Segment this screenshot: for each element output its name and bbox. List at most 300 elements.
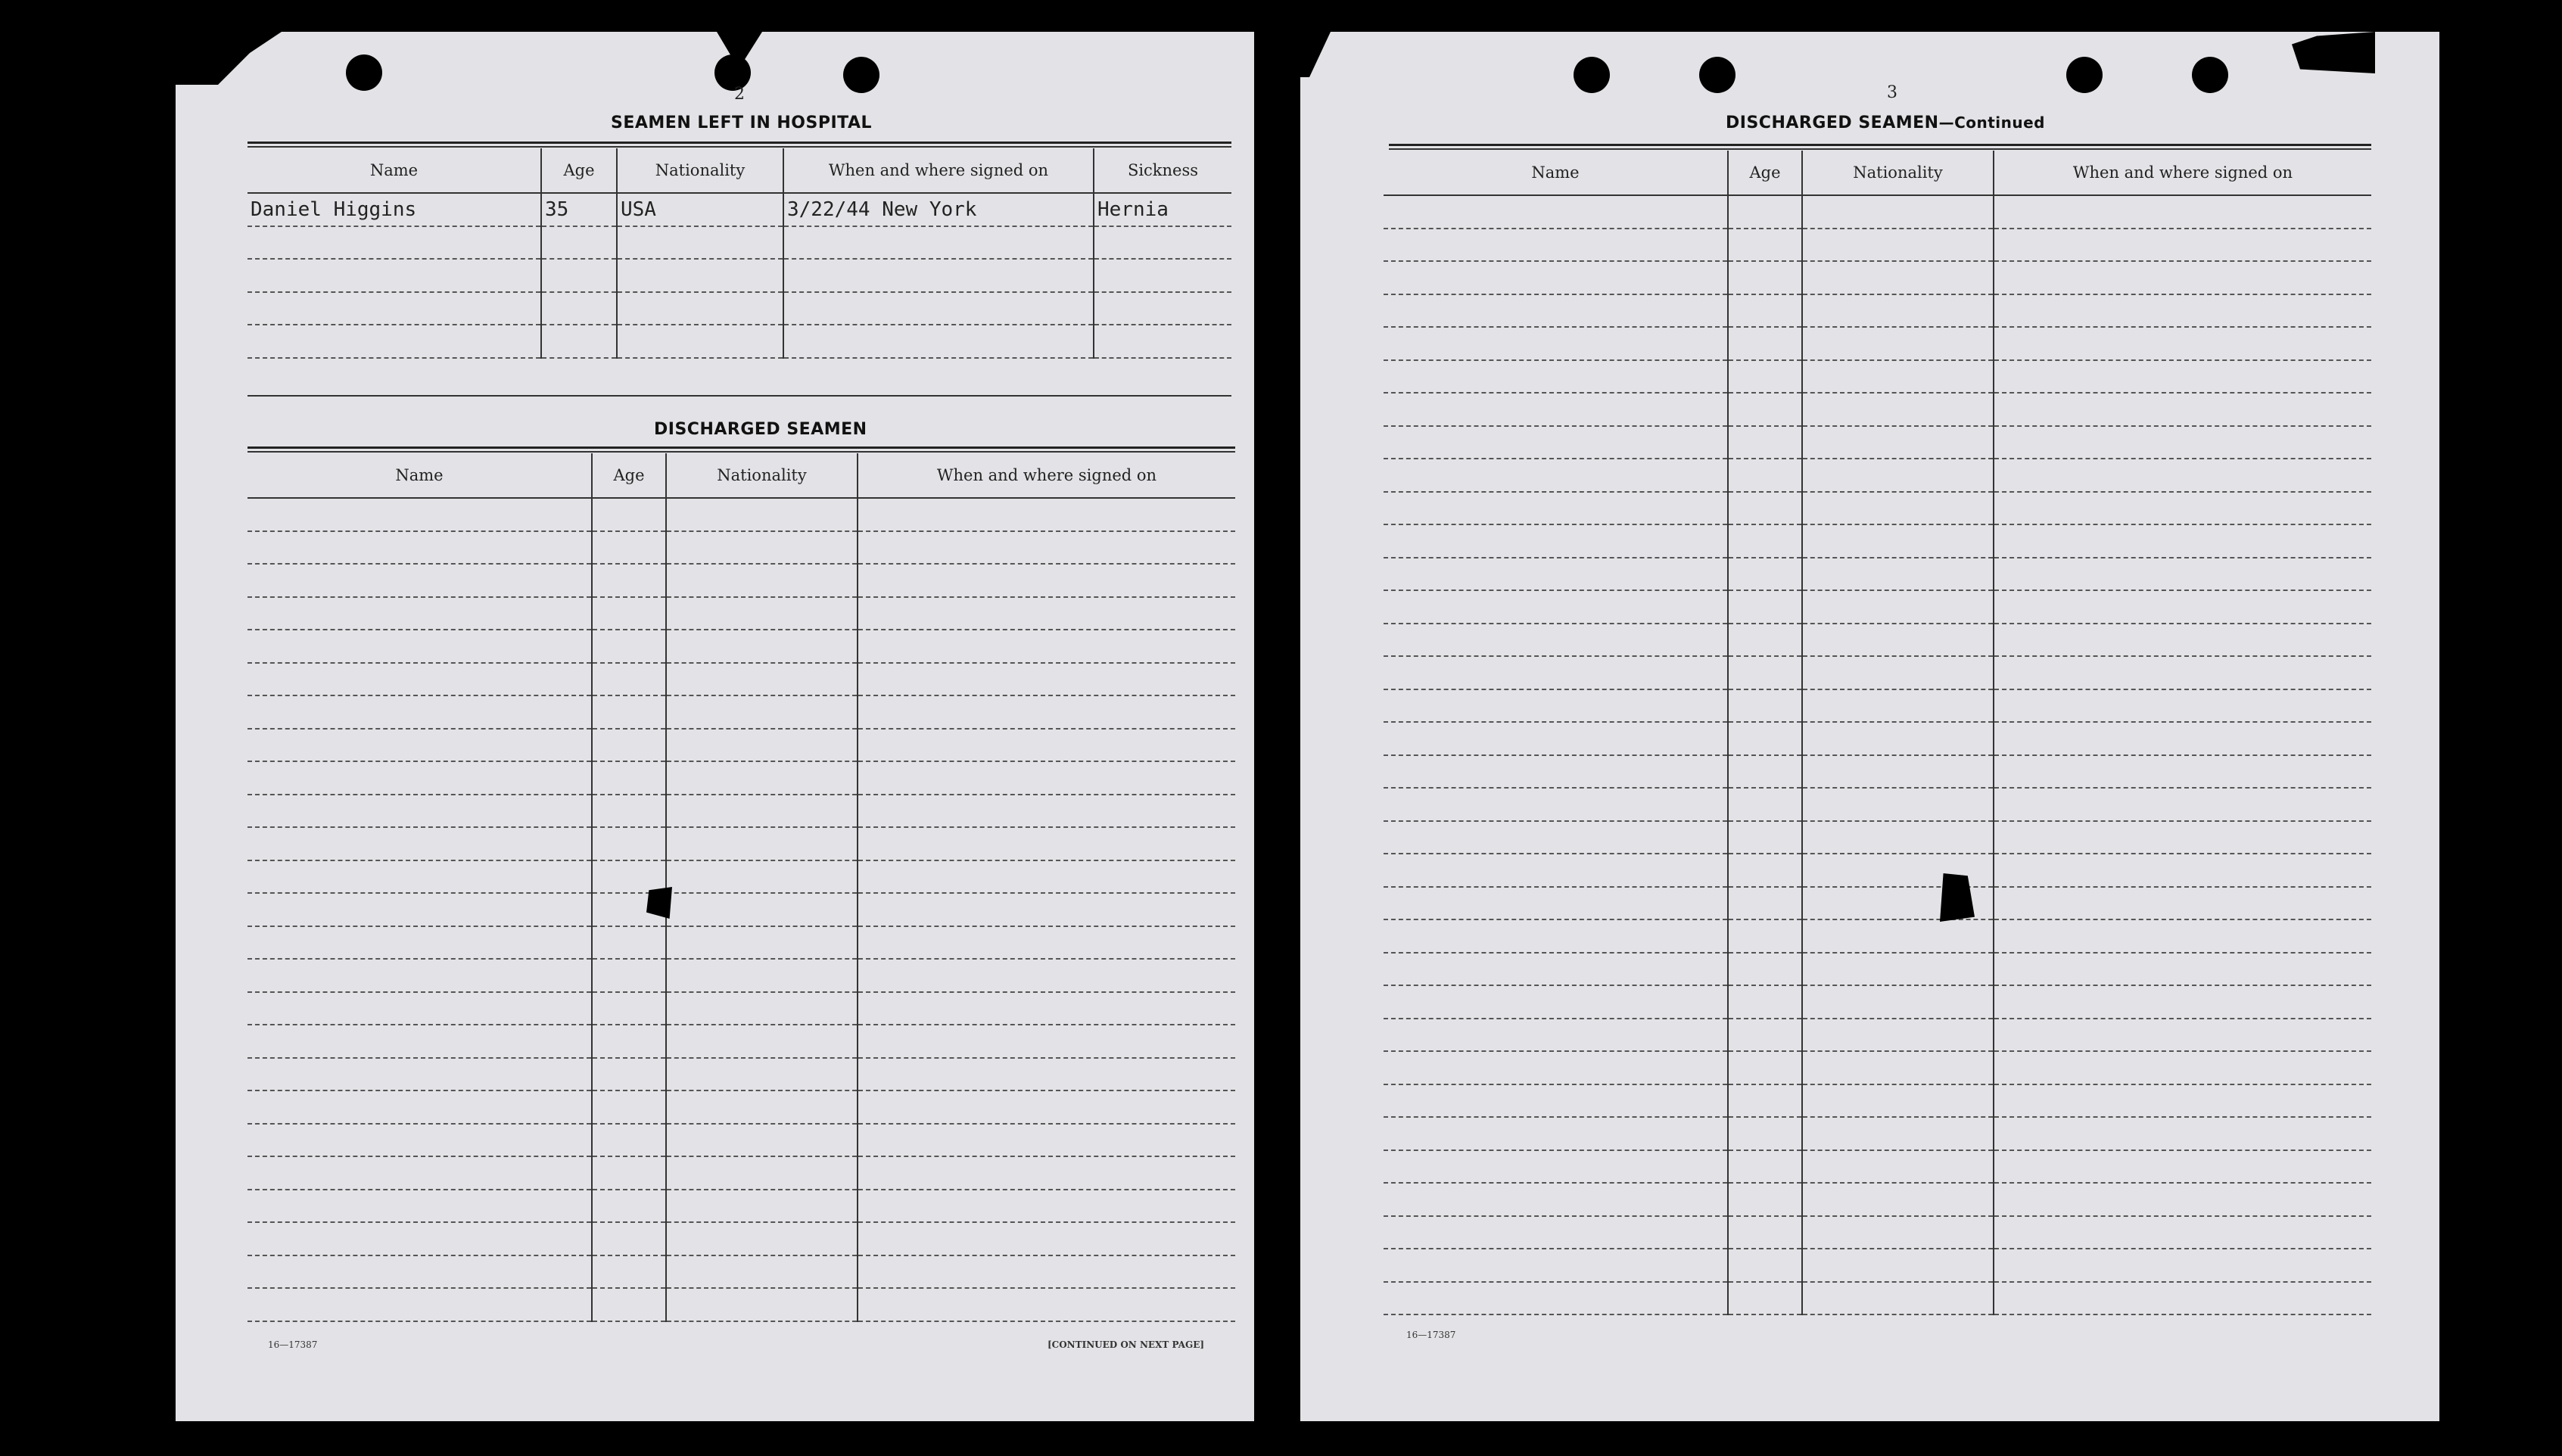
table-row [1384,887,2371,920]
table-cell [1994,590,2371,624]
table-cell [666,1222,858,1255]
table-cell [1802,327,1994,360]
column-header-nationality: Nationality [617,148,783,193]
table-cell [666,1288,858,1321]
table-row [1384,459,2371,492]
table-cell [1094,292,1231,325]
table-cell [592,729,666,762]
table-cell [247,1288,592,1321]
table-row [1384,788,2371,821]
table-cell [1728,393,1802,426]
table-row [247,992,1235,1025]
table-cell [1728,327,1802,360]
column-header-signed-on: When and where signed on [783,148,1094,193]
binder-hole [843,57,879,93]
table-cell [1384,558,1728,591]
table-cell [1384,854,1728,887]
table-cell [1384,327,1728,360]
table-cell [1728,755,1802,789]
discharged-seamen-continued-table [1384,151,2371,1315]
table-cell [1384,953,1728,986]
hospital-table [247,148,1231,359]
table-row [247,827,1235,860]
table-row [247,1288,1235,1321]
table-cell [858,663,1235,696]
table-cell [1802,195,1994,229]
table-cell [1384,821,1728,854]
table-cell [1384,1249,1728,1282]
table-cell [592,1156,666,1190]
table-cell [858,926,1235,960]
table-cell [247,226,541,260]
table-cell [1384,1084,1728,1118]
table-cell [617,259,783,292]
table-row [247,193,1231,226]
table-cell [1802,821,1994,854]
table-cell [1384,919,1728,953]
header-rule [247,146,1231,148]
table-cell [1802,1051,1994,1084]
table-cell [592,1255,666,1289]
table-cell [1384,261,1728,294]
table-cell [666,663,858,696]
table-cell [1802,919,1994,953]
column-header-nationality: Nationality [1802,151,1994,195]
table-cell [1994,327,2371,360]
table-cell [247,695,592,729]
table-cell [1994,1183,2371,1216]
table-cell [1994,1216,2371,1249]
table-row [1384,755,2371,789]
table-cell [247,926,592,960]
table-cell [666,959,858,992]
table-cell [1994,854,2371,887]
table-cell [1384,360,1728,394]
table-cell [858,1288,1235,1321]
table-cell [247,893,592,926]
table-cell [247,1025,592,1058]
table-cell [858,1222,1235,1255]
table-cell [1802,360,1994,394]
page-number: 3 [1887,83,1897,102]
table-cell [1994,689,2371,723]
page-number: 2 [734,85,745,104]
table-cell [592,1124,666,1157]
table-cell [1994,1117,2371,1150]
torn-edge [1300,32,1331,77]
section-title-suffix: —Continued [1938,114,2045,132]
table-row [1384,854,2371,887]
table-cell [1994,360,2371,394]
table-cell [1728,722,1802,755]
table-cell [1802,590,1994,624]
table-cell [858,1190,1235,1223]
table-cell [592,630,666,663]
table-cell [1994,1282,2371,1315]
table-cell [1802,1216,1994,1249]
table-cell [666,860,858,894]
table-cell [592,695,666,729]
binder-hole [1699,57,1735,93]
table-cell [592,531,666,565]
table-row [247,893,1235,926]
table-cell [592,795,666,828]
table-cell [858,1156,1235,1190]
table-cell [1994,1084,2371,1118]
table-row [247,498,1235,531]
table-cell [666,597,858,630]
header-rule [1389,148,2371,150]
table-cell [247,795,592,828]
table-cell [1802,1282,1994,1315]
table-cell [247,992,592,1025]
table-cell [592,663,666,696]
table-cell [1802,1084,1994,1118]
table-cell [247,827,592,860]
table-cell [858,1090,1235,1124]
table-cell [1994,294,2371,328]
table-row [1384,1084,2371,1118]
table-cell [666,564,858,597]
table-cell [247,292,541,325]
table-cell [1802,656,1994,689]
table-cell [1384,492,1728,525]
table-row [247,860,1235,894]
table-row [1384,195,2371,229]
table-cell [666,531,858,565]
table-cell [858,1255,1235,1289]
table-cell [1384,1183,1728,1216]
table-row [1384,953,2371,986]
table-cell [1994,393,2371,426]
table-row [247,1124,1235,1157]
table-cell [1384,393,1728,426]
table-cell [1728,854,1802,887]
form-page-right [1300,32,2439,1421]
table-row [1384,624,2371,657]
table-cell [247,564,592,597]
table-row [1384,722,2371,755]
section-title-discharged-continued [1726,114,2045,132]
table-cell [247,1190,592,1223]
table-cell [1994,1249,2371,1282]
table-cell [1802,985,1994,1019]
table-cell [1728,229,1802,262]
table-row [247,259,1231,292]
table-cell [858,531,1235,565]
form-number: 16—17387 [1406,1330,1456,1340]
table-cell [1384,294,1728,328]
header-rule [1389,144,2371,146]
table-cell [592,959,666,992]
table-cell [1802,755,1994,789]
table-cell [858,959,1235,992]
table-cell [617,325,783,358]
table-cell [666,795,858,828]
table-cell [592,1288,666,1321]
column-header-sickness: Sickness [1094,148,1231,193]
table-cell [783,259,1094,292]
table-row [1384,590,2371,624]
table-cell [1728,1282,1802,1315]
table-row [247,630,1235,663]
table-cell [1728,1150,1802,1184]
table-cell [247,325,541,358]
table-cell [1728,426,1802,459]
table-cell [1728,1183,1802,1216]
table-cell [1384,722,1728,755]
header-rule [247,451,1235,453]
table-cell [1802,1249,1994,1282]
table-cell [1994,919,2371,953]
header-rule [247,446,1235,449]
table-cell [247,630,592,663]
table-row [1384,1216,2371,1249]
table-row [1384,1019,2371,1052]
table-cell [1728,524,1802,558]
table-row [247,926,1235,960]
table-cell [1728,887,1802,920]
table-cell [1728,689,1802,723]
table-cell: 35 [541,193,617,226]
table-cell [1802,459,1994,492]
table-cell [1802,524,1994,558]
table-cell [1384,195,1728,229]
table-cell [1728,919,1802,953]
table-row [247,959,1235,992]
binder-hole [346,54,382,91]
table-cell [666,1025,858,1058]
table-cell [783,325,1094,358]
table-cell [592,498,666,531]
table-cell [1994,492,2371,525]
table-cell [858,564,1235,597]
table-row [247,1222,1235,1255]
table-cell [592,1058,666,1091]
table-cell [247,1090,592,1124]
column-header-name: Name [247,148,541,193]
table-row [247,1156,1235,1190]
table-cell [1802,1183,1994,1216]
table-row [247,795,1235,828]
table-cell [1802,1019,1994,1052]
table-cell [858,597,1235,630]
table-cell [858,827,1235,860]
column-header-signed-on: When and where signed on [858,453,1235,498]
table-cell [1728,1249,1802,1282]
table-cell [1728,459,1802,492]
table-cell [1728,656,1802,689]
table-cell [1728,1117,1802,1150]
table-cell [1728,821,1802,854]
table-cell [1802,492,1994,525]
table-cell [1384,985,1728,1019]
table-cell [1994,985,2371,1019]
table-row [1384,327,2371,360]
table-row [1384,393,2371,426]
table-row [1384,689,2371,723]
table-cell [592,860,666,894]
continued-note: [CONTINUED ON NEXT PAGE] [1048,1339,1205,1350]
section-title-hospital: SEAMEN LEFT IN HOSPITAL [611,114,873,132]
torn-corner [176,32,282,85]
table-cell [617,292,783,325]
form-number: 16—17387 [268,1339,318,1350]
table-cell [1384,1216,1728,1249]
table-cell [1994,524,2371,558]
table-row [1384,1183,2371,1216]
table-cell [1384,1150,1728,1184]
table-cell [1994,722,2371,755]
table-cell [1994,558,2371,591]
table-cell [1384,524,1728,558]
table-cell [1994,1019,2371,1052]
table-cell [1728,195,1802,229]
form-page-left [176,32,1254,1421]
table-cell [1802,953,1994,986]
table-row [247,597,1235,630]
column-header-name: Name [1384,151,1728,195]
table-cell [1994,229,2371,262]
table-cell [1994,656,2371,689]
table-cell [1728,1216,1802,1249]
table-cell [858,761,1235,795]
table-row [247,226,1231,260]
table-row [247,1190,1235,1223]
table-row [1384,656,2371,689]
binder-hole [2192,57,2228,93]
table-cell [1802,1150,1994,1184]
table-cell [247,531,592,565]
section-title-main: DISCHARGED SEAMEN [1726,114,1939,132]
table-cell [541,226,617,260]
table-cell [1728,492,1802,525]
table-cell [858,498,1235,531]
table-row [1384,294,2371,328]
table-cell [1802,426,1994,459]
table-cell [1728,294,1802,328]
table-cell [592,827,666,860]
table-cell [1384,887,1728,920]
table-row [1384,492,2371,525]
table-row [1384,821,2371,854]
table-cell [1802,788,1994,821]
table-cell [1728,590,1802,624]
section-rule [247,395,1231,397]
table-cell [617,226,783,260]
table-cell [247,1124,592,1157]
table-row [1384,1249,2371,1282]
table-cell [666,498,858,531]
table-cell [1384,1051,1728,1084]
table-row [1384,524,2371,558]
table-cell [247,860,592,894]
table-cell [666,893,858,926]
table-row [1384,919,2371,953]
table-cell [1094,325,1231,358]
table-cell [1802,294,1994,328]
table-cell [592,926,666,960]
table-cell [666,729,858,762]
table-cell [247,1222,592,1255]
table-cell [666,1255,858,1289]
torn-corner [2292,32,2375,73]
table-row [1384,360,2371,394]
table-cell [783,226,1094,260]
table-cell [247,663,592,696]
table-cell [1994,788,2371,821]
table-cell [1384,459,1728,492]
binder-hole [2066,57,2103,93]
column-header-age: Age [541,148,617,193]
table-cell [1728,1019,1802,1052]
table-cell [247,597,592,630]
table-cell [1728,985,1802,1019]
table-cell [1802,689,1994,723]
table-row [247,663,1235,696]
table-cell [666,1156,858,1190]
column-header-age: Age [592,453,666,498]
table-cell [1994,261,2371,294]
binder-hole [714,54,751,91]
table-cell [1728,360,1802,394]
table-row [247,1090,1235,1124]
discharged-seamen-table [247,453,1235,1322]
table-row [247,531,1235,565]
table-cell: Daniel Higgins [247,193,541,226]
table-cell [247,729,592,762]
table-cell [592,992,666,1025]
table-cell [1994,953,2371,986]
table-cell [1728,558,1802,591]
table-cell [592,1090,666,1124]
table-cell [1384,1282,1728,1315]
table-cell [541,259,617,292]
table-cell [541,292,617,325]
column-header-name: Name [247,453,592,498]
table-cell [1994,195,2371,229]
table-cell [1994,624,2371,657]
table-cell [666,1190,858,1223]
table-cell [1802,1117,1994,1150]
column-header-nationality: Nationality [666,453,858,498]
table-cell: 3/22/44 New York [783,193,1094,226]
table-cell [1802,558,1994,591]
table-cell [1728,261,1802,294]
table-cell [666,630,858,663]
table-cell [1802,393,1994,426]
table-cell [247,1255,592,1289]
table-cell [1384,426,1728,459]
table-cell [1384,1019,1728,1052]
table-cell [666,827,858,860]
table-cell [858,795,1235,828]
table-cell [592,597,666,630]
table-cell [1994,1150,2371,1184]
table-cell [1994,426,2371,459]
table-cell [666,761,858,795]
table-cell [783,292,1094,325]
table-cell [1728,1084,1802,1118]
table-cell [1802,722,1994,755]
table-cell [1384,590,1728,624]
table-cell [666,1090,858,1124]
table-cell [1728,624,1802,657]
binder-hole [1574,57,1610,93]
table-cell [247,498,592,531]
table-cell [1384,788,1728,821]
table-cell [858,630,1235,663]
